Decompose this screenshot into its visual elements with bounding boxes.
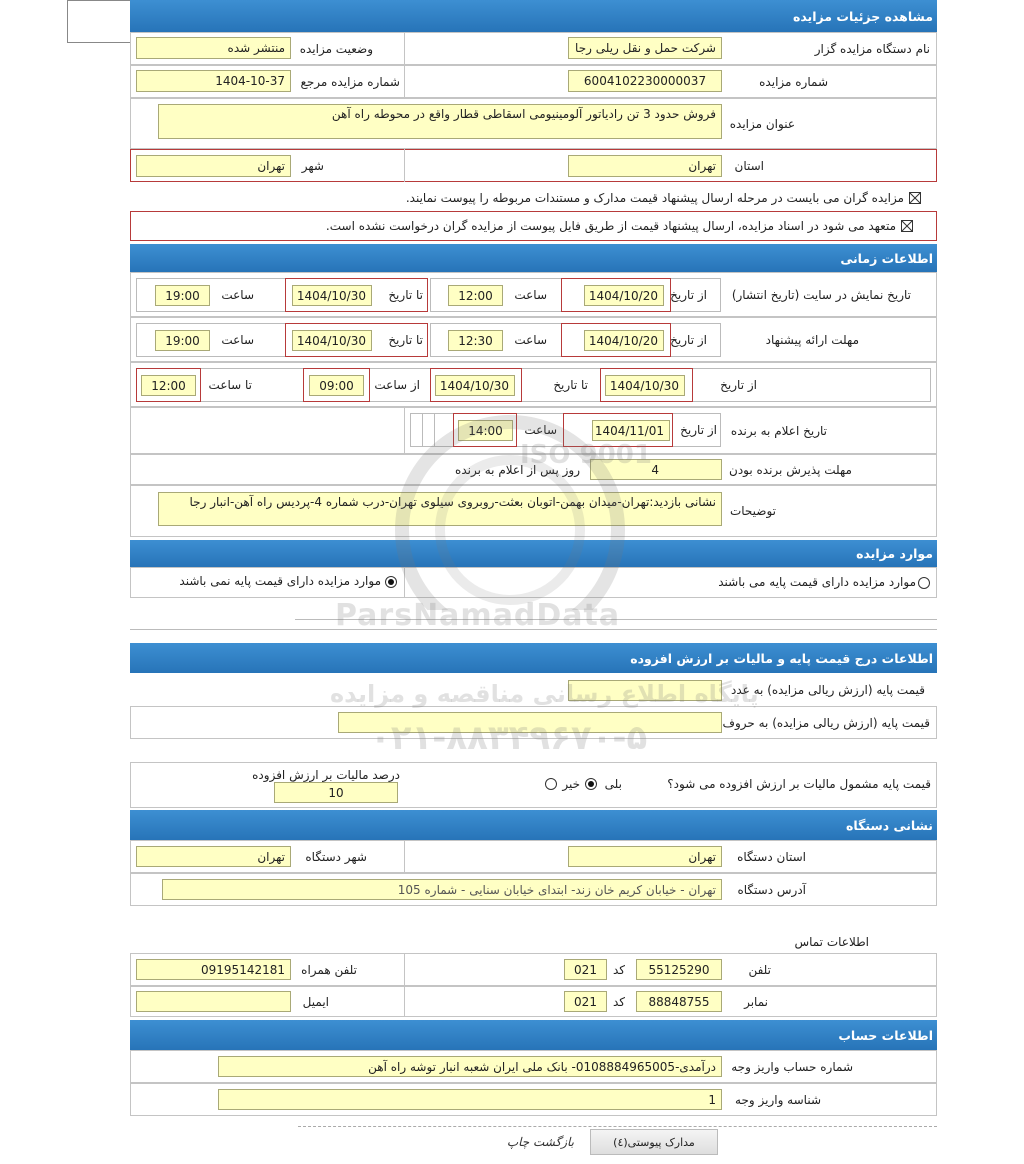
code-label: کد — [612, 994, 625, 1009]
vat-no-label: خیر — [562, 777, 580, 791]
city-label: شهر — [301, 158, 324, 173]
org-city-label: شهر دستگاه — [305, 849, 367, 864]
announce-label: تاریخ اعلام به برنده — [730, 423, 827, 438]
to-date-label: تا تاریخ — [388, 288, 423, 302]
account-number-label: شماره حساب واریز وجه — [731, 1059, 853, 1074]
mobile-label: تلفن همراه — [301, 962, 357, 977]
vat-no-radio[interactable] — [545, 778, 557, 790]
details-header: مشاهده جزئیات مزایده — [130, 0, 937, 32]
with-base-radio[interactable] — [918, 577, 930, 589]
auction-number-field[interactable]: 6004102230000037 — [568, 70, 722, 92]
visit-to-time[interactable]: 12:00 — [141, 375, 196, 396]
time-label: ساعت — [514, 288, 547, 302]
org-province-label: استان دستگاه — [737, 849, 806, 864]
divider — [404, 840, 405, 873]
footer-line — [298, 1126, 937, 1127]
from-date-label: از تاریخ — [680, 423, 717, 437]
to-date-label: تا تاریخ — [388, 333, 423, 347]
offer-to-date[interactable]: 1404/10/30 — [292, 330, 372, 351]
status-label: وضعیت مزایده — [299, 41, 373, 56]
ref-number-label: شماره مزایده مرجع — [300, 74, 400, 89]
announce-spacer — [434, 413, 435, 447]
divider — [404, 407, 405, 454]
phone-field[interactable]: 55125290 — [636, 959, 722, 980]
city-field[interactable]: تهران — [136, 155, 291, 177]
vat-question: قیمت پایه مشمول مالیات بر ارزش افزوده می شود؟ — [667, 777, 931, 791]
contact-label: اطلاعات تماس — [794, 935, 869, 949]
accept-days[interactable]: 4 — [590, 459, 722, 480]
with-base-label: موارد مزایده دارای قیمت پایه می باشند — [718, 575, 916, 589]
province-label: استان — [734, 158, 764, 173]
fax-field[interactable]: 88848755 — [636, 991, 722, 1012]
phone-label: تلفن — [748, 962, 771, 977]
vat-percent-field[interactable]: 10 — [274, 782, 398, 803]
province-field[interactable]: تهران — [568, 155, 722, 177]
announce-date[interactable]: 1404/11/01 — [592, 420, 670, 441]
org-province-field[interactable]: تهران — [568, 846, 722, 867]
org-address-label: آدرس دستگاه — [737, 882, 806, 897]
title-field[interactable]: فروش حدود 3 تن رادیاتور آلومینیومی اسقاطی قطار واقع در محوطه راه آهن — [158, 104, 722, 139]
display-from-time[interactable]: 12:00 — [448, 285, 503, 306]
time-label: ساعت — [221, 333, 254, 347]
timing-header: اطلاعات زمانی — [130, 244, 937, 272]
visit-group — [136, 368, 931, 402]
account-id-field[interactable]: 1 — [218, 1089, 722, 1110]
org-city-field[interactable]: تهران — [136, 846, 291, 867]
fax-label: نمابر — [744, 994, 768, 1009]
offer-from-date[interactable]: 1404/10/20 — [584, 330, 664, 351]
display-to-time[interactable]: 19:00 — [155, 285, 210, 306]
mobile-field[interactable]: 09195142181 — [136, 959, 291, 980]
base-number-field[interactable] — [568, 680, 722, 701]
phone-code-field[interactable]: 021 — [564, 959, 607, 980]
offer-from-time[interactable]: 12:30 — [448, 330, 503, 351]
divider — [404, 32, 405, 65]
divider — [404, 567, 405, 598]
note1-text: مزایده گران می بایست در مرحله ارسال پیشنهاد قیمت مدارک و مستندات مربوطه را پیوست نمایند. — [405, 191, 904, 205]
org-header: نشانی دستگاه — [130, 810, 937, 840]
display-from-date[interactable]: 1404/10/20 — [584, 285, 664, 306]
auctioneer-label: نام دستگاه مزایده گزار — [814, 41, 930, 56]
vat-percent-label: درصد مالیات بر ارزش افزوده — [252, 768, 400, 782]
offer-to-time[interactable]: 19:00 — [155, 330, 210, 351]
time-label: ساعت — [524, 423, 557, 437]
email-label: ایمیل — [302, 994, 329, 1009]
base-text-label: قیمت پایه (ارزش ریالی مزایده) به حروف — [722, 715, 930, 730]
watermark-brand: ParsNamadData — [335, 598, 621, 633]
from-date-label: از تاریخ — [720, 378, 757, 392]
divider — [404, 149, 405, 182]
desc-label: توضیحات — [729, 504, 776, 518]
announce-time[interactable]: 14:00 — [458, 420, 513, 441]
desc-field[interactable]: نشانی بازدید:تهران-میدان بهمن-اتوبان بعثت-روبروی سیلوی تهران-درب شماره 4-پردیس راه آهن-انبار رجا — [158, 492, 722, 526]
to-time-label: تا ساعت — [208, 378, 252, 392]
display-to-date[interactable]: 1404/10/30 — [292, 285, 372, 306]
items-header: موارد مزایده — [130, 540, 937, 567]
divider — [404, 953, 405, 986]
ref-number-field[interactable]: 1404-10-37 — [136, 70, 291, 92]
note2-checkbox[interactable] — [901, 220, 913, 232]
attachments-button[interactable]: مدارک پیوستی(٤) — [590, 1129, 718, 1155]
account-header: اطلاعات حساب — [130, 1020, 937, 1050]
fax-code-field[interactable]: 021 — [564, 991, 607, 1012]
watermark-line1: پایگاه اطلاع رسانی مناقصه و مزایده — [330, 680, 759, 708]
offer-label: مهلت ارائه پیشنهاد — [765, 332, 859, 347]
from-time-label: از ساعت — [374, 378, 420, 392]
to-date-label: تا تاریخ — [553, 378, 588, 392]
auctioneer-field[interactable]: شرکت حمل و نقل ریلی رجا — [568, 37, 722, 59]
time-label: ساعت — [221, 288, 254, 302]
display-label: تاریخ نمایش در سایت (تاریخ انتشار) — [731, 287, 911, 302]
note2-text: متعهد می شود در اسناد مزایده، ارسال پیشنهاد قیمت از طریق فایل پیوست از مزایده گران درخواست نشده است. — [325, 219, 896, 233]
time-label: ساعت — [514, 333, 547, 347]
status-field[interactable]: منتشر شده — [136, 37, 291, 59]
account-id-label: شناسه واریز وجه — [735, 1092, 821, 1107]
visit-from-time[interactable]: 09:00 — [309, 375, 364, 396]
vat-yes-label: بلی — [604, 777, 622, 791]
pricing-header: اطلاعات درج قیمت پایه و مالیات بر ارزش افزوده — [130, 643, 937, 673]
back-print-link[interactable]: بازگشت چاپ — [506, 1135, 574, 1149]
spacer-line — [295, 619, 937, 620]
account-number-field[interactable]: درآمدی-0108884965005- بانک ملی ایران شعبه انبار توشه راه آهن — [218, 1056, 722, 1077]
from-date-label: از تاریخ — [670, 333, 707, 347]
without-base-label: موارد مزایده دارای قیمت پایه نمی باشند — [179, 574, 381, 588]
base-text-field[interactable] — [338, 712, 722, 733]
email-field[interactable] — [136, 991, 291, 1012]
accept-suffix: روز پس از اعلام به برنده — [455, 462, 580, 477]
visit-to-date[interactable]: 1404/10/30 — [435, 375, 515, 396]
decorative-frame — [67, 0, 132, 43]
base-number-label: قیمت پایه (ارزش ریالی مزایده) به عدد — [730, 683, 925, 697]
divider — [404, 65, 405, 98]
divider — [404, 986, 405, 1017]
visit-from-date[interactable]: 1404/10/30 — [605, 375, 685, 396]
note1-checkbox[interactable] — [909, 192, 921, 204]
from-date-label: از تاریخ — [670, 288, 707, 302]
accept-label: مهلت پذیرش برنده بودن — [729, 462, 852, 477]
auction-number-label: شماره مزایده — [759, 74, 828, 89]
spacer-line — [130, 629, 937, 630]
title-label: عنوان مزایده — [729, 116, 795, 131]
code-label: کد — [612, 962, 625, 977]
vat-yes-radio[interactable] — [585, 778, 597, 790]
without-base-radio[interactable] — [385, 576, 397, 588]
watermark-line2: ۰۲۱-۸۸۳۴۹۶۷۰-۵ — [370, 718, 648, 758]
org-address-field[interactable]: تهران - خیابان کریم خان زند- ابتدای خیابان سنایی - شماره 105 — [162, 879, 722, 900]
announce-spacer — [410, 413, 450, 447]
announce-spacer — [422, 413, 423, 447]
watermark-iso: ISO 9001 — [520, 440, 652, 470]
